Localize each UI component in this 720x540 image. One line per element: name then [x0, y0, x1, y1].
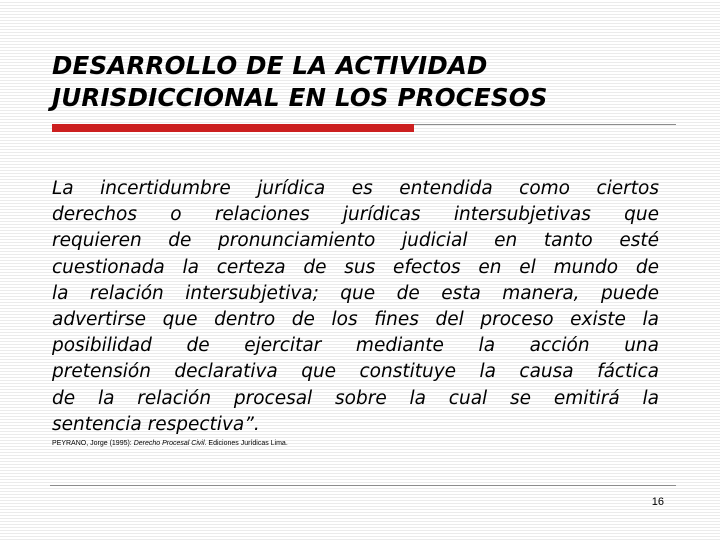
citation-author: PEYRANO, Jorge (1995):: [52, 440, 134, 447]
title-divider-line: [414, 124, 676, 125]
body-line: pretensión declarativa que constituye la causa fáctica: [52, 361, 659, 383]
footer-divider-line: [50, 485, 676, 486]
title-accent-bar: [52, 124, 414, 132]
citation-work: Derecho Procesal Civil: [133, 440, 205, 447]
body-line: la relación intersubjetiva; que de esta manera, puede: [52, 282, 659, 304]
body-line: cuestionada la certeza de sus efectos en el mundo de: [52, 256, 659, 278]
body-line: derechos o relaciones jurídicas intersubjetivas que: [52, 204, 659, 226]
body-line: posibilidad de ejercitar mediante la acción una: [52, 335, 659, 357]
body-line: La incertidumbre jurídica es entendida como ciertos: [52, 178, 659, 199]
citation-publisher: . Ediciones Jurídicas Lima.: [204, 440, 288, 447]
title-line-1: DESARROLLO DE LA ACTIVIDAD: [52, 51, 488, 80]
slide-title: [52, 50, 692, 114]
page-number: 16: [651, 496, 664, 508]
title-line-2: JURISDICCIONAL EN LOS PROCESOS: [52, 83, 548, 112]
body-line-last: sentencia respectiva”.: [52, 413, 260, 435]
body-line: de la relación procesal sobre la cual se emitirá la: [52, 387, 659, 409]
body-line: requieren de pronunciamiento judicial en tanto esté: [52, 230, 659, 252]
body-line: advertirse que dentro de los fines del proceso existe la: [52, 308, 659, 330]
body-paragraph: [52, 176, 659, 438]
citation: [52, 440, 288, 447]
